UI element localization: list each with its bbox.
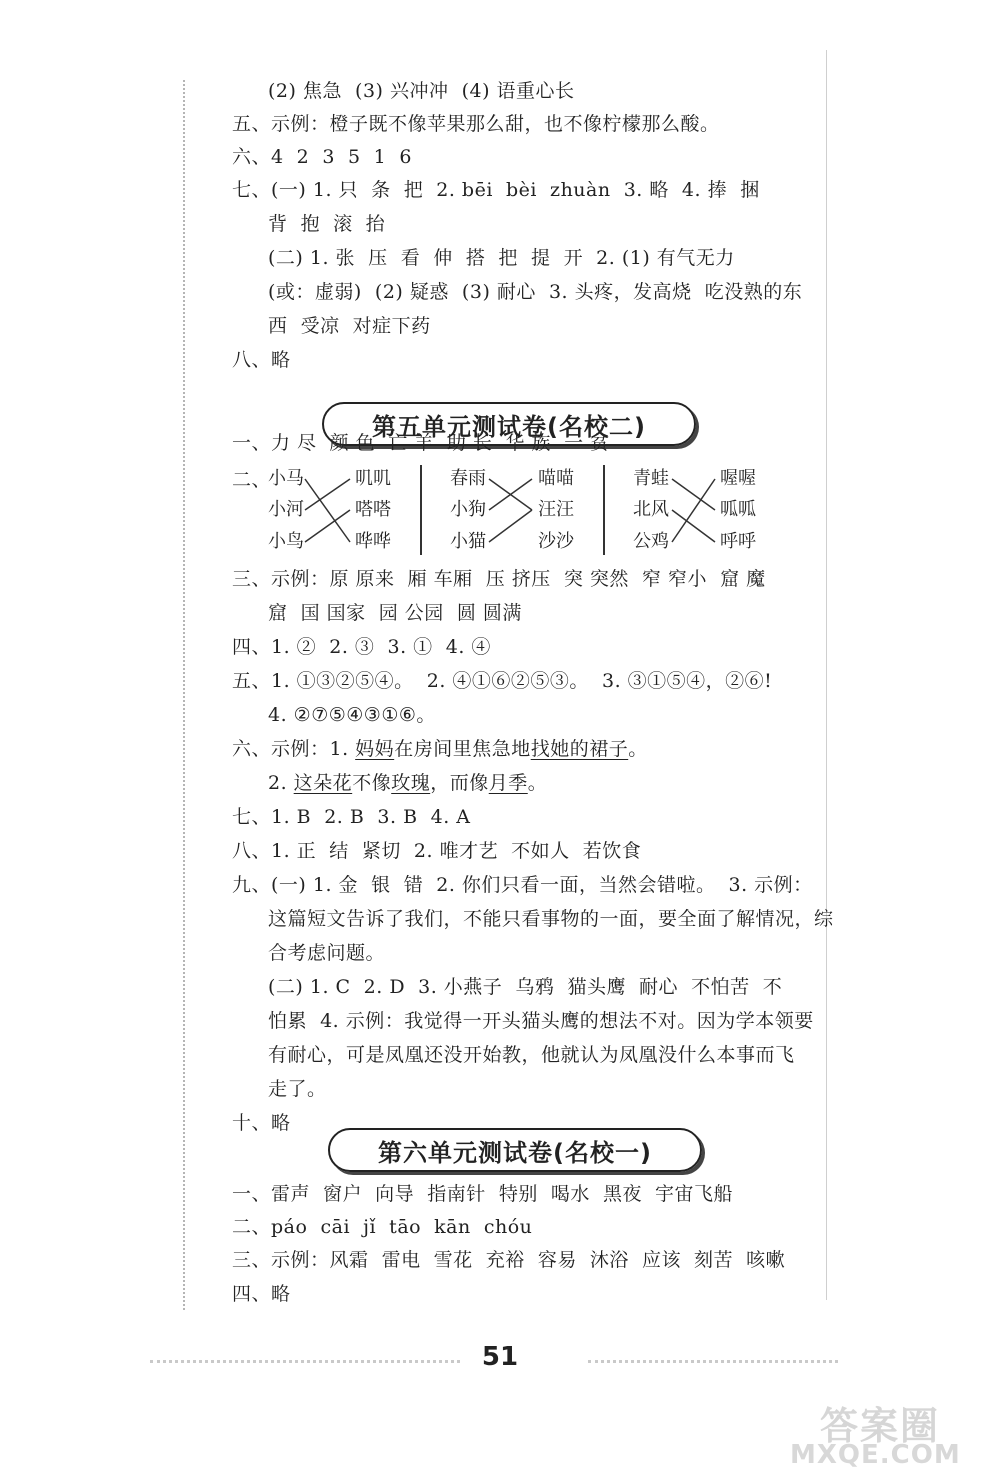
line-prefix: 2. — [268, 772, 294, 794]
answer-line: (2) 焦急 (3) 兴冲冲 (4) 语重心长 — [268, 80, 575, 102]
answer-line: 五、示例：橙子既不像苹果那么甜，也不像柠檬那么酸。 — [232, 113, 720, 135]
match-right-word: 呼呼 — [720, 531, 756, 552]
answer-line: 一、力 尽 颜 色 亡 羊 助 长 华 族 一 贫 — [232, 432, 610, 454]
answer-line: 三、示例：原 原来 厢 车厢 压 挤压 突 突然 窄 窄小 窟 魔 — [232, 568, 766, 590]
answer-line: 四、1. ② 2. ③ 3. ① 4. ④ — [232, 636, 491, 658]
match-right-word: 喔喔 — [720, 468, 756, 489]
answer-line: 九、(一) 1. 金 银 错 2. 你们只看一面，当然会错啦。 3. 示例： — [232, 874, 813, 896]
match-left-word: 小河 — [268, 499, 304, 520]
page-number: 51 — [481, 1342, 519, 1372]
answer-line: 怕累 4. 示例：我觉得一开头猫头鹰的想法不对。因为学本领要 — [268, 1010, 814, 1032]
match-right-word: 沙沙 — [538, 531, 574, 552]
answer-line: (二) 1. C 2. D 3. 小燕子 乌鸦 猫头鹰 耐心 不怕苦 不 — [268, 976, 783, 998]
answer-line — [268, 770, 547, 796]
match-right-word: 呱呱 — [720, 499, 756, 520]
answer-line: 六、4 2 3 5 1 6 — [232, 146, 412, 168]
unit6-title: 第六单元测试卷(名校一) — [328, 1128, 702, 1172]
answer-line: 走了。 — [268, 1078, 327, 1100]
answer-line: 八、1. 正 结 紧切 2. 唯才艺 不如人 若饮食 — [232, 840, 642, 862]
answer-line: 五、1. ①③②⑤④。 2. ④①⑥②⑤③。 3. ③①⑤④，②⑥! — [232, 670, 773, 692]
match-right-word: 喵喵 — [538, 468, 574, 489]
match-left-word: 小马 — [268, 468, 304, 489]
watermark-url: MXQE.COM — [790, 1440, 961, 1470]
group-separator — [420, 465, 422, 555]
answer-line: (二) 1. 张 压 看 伸 搭 把 提 开 2. (1) 有气无力 — [268, 247, 735, 269]
answer-line: 二、páo cāi jǐ tāo kān chóu — [232, 1216, 533, 1238]
answer-line: 八、略 — [232, 349, 291, 371]
match-left-word: 小猫 — [450, 531, 486, 552]
answer-line: 4. ②⑦⑤④③①⑥。 — [268, 704, 436, 726]
unit5-title: 第五单元测试卷(名校二) — [322, 402, 696, 446]
match-right-word: 嗒嗒 — [355, 499, 391, 520]
match-right-word: 汪汪 — [538, 499, 574, 520]
line-prefix: 六、示例：1. — [232, 738, 356, 760]
underlined-word: 玫瑰 — [391, 772, 431, 794]
answer-line: 三、示例：风霜 雷电 雪花 充裕 容易 沐浴 应该 刻苦 咳嗽 — [232, 1249, 786, 1271]
question-label: 二、 — [232, 469, 272, 491]
answer-line: 七、1. B 2. B 3. B 4. A — [232, 806, 471, 828]
answer-line — [232, 736, 648, 762]
sentence-middle: ，而像 — [430, 772, 489, 794]
underlined-subject: 妈妈 — [355, 738, 395, 760]
answer-line: 窟 国 国家 园 公园 圆 圆满 — [268, 602, 522, 624]
sentence-end: 。 — [527, 772, 548, 794]
footer-rule-right — [588, 1360, 838, 1363]
match-left-word: 青蛙 — [633, 468, 669, 489]
sentence-end: 。 — [628, 738, 648, 760]
sentence-middle: 不像 — [352, 772, 392, 794]
match-right-word: 叽叽 — [355, 468, 391, 489]
watermark-logo: 答案圈 — [820, 1404, 941, 1448]
answer-line: 西 受凉 对症下药 — [268, 315, 431, 337]
answer-line: (或：虚弱) (2) 疑惑 (3) 耐心 3. 头疼，发高烧 吃没熟的东 — [268, 281, 803, 303]
group-separator — [603, 465, 605, 555]
answer-line: 合考虑问题。 — [268, 942, 386, 964]
match-left-word: 北风 — [633, 499, 669, 520]
answer-line: 背 抱 滚 抬 — [268, 213, 386, 235]
sentence-middle: 在房间里焦急地 — [394, 738, 531, 760]
answer-line: 有耐心，可是凤凰还没开始教，他就认为凤凰没什么本事而飞 — [268, 1044, 795, 1066]
underlined-word: 月季 — [488, 772, 528, 794]
match-left-word: 春雨 — [450, 468, 486, 489]
footer-rule-left — [150, 1360, 460, 1363]
match-left-word: 公鸡 — [633, 531, 669, 552]
underlined-action: 找她的裙子 — [530, 738, 629, 760]
answer-line: 七、(一) 1. 只 条 把 2. bēi bèi zhuàn 3. 略 4. 捧 捆 — [232, 179, 760, 201]
underlined-subject: 这朵花 — [293, 772, 353, 794]
answer-line: 四、略 — [232, 1283, 291, 1305]
answer-line: 这篇短文告诉了我们，不能只看事物的一面，要全面了解情况，综 — [268, 908, 834, 930]
match-right-word: 哗哗 — [355, 531, 391, 552]
match-left-word: 小狗 — [450, 499, 486, 520]
match-left-word: 小鸟 — [268, 531, 304, 552]
answer-line: 一、雷声 窗户 向导 指南针 特别 喝水 黑夜 宇宙飞船 — [232, 1183, 734, 1205]
answer-line: 十、略 — [232, 1112, 291, 1134]
